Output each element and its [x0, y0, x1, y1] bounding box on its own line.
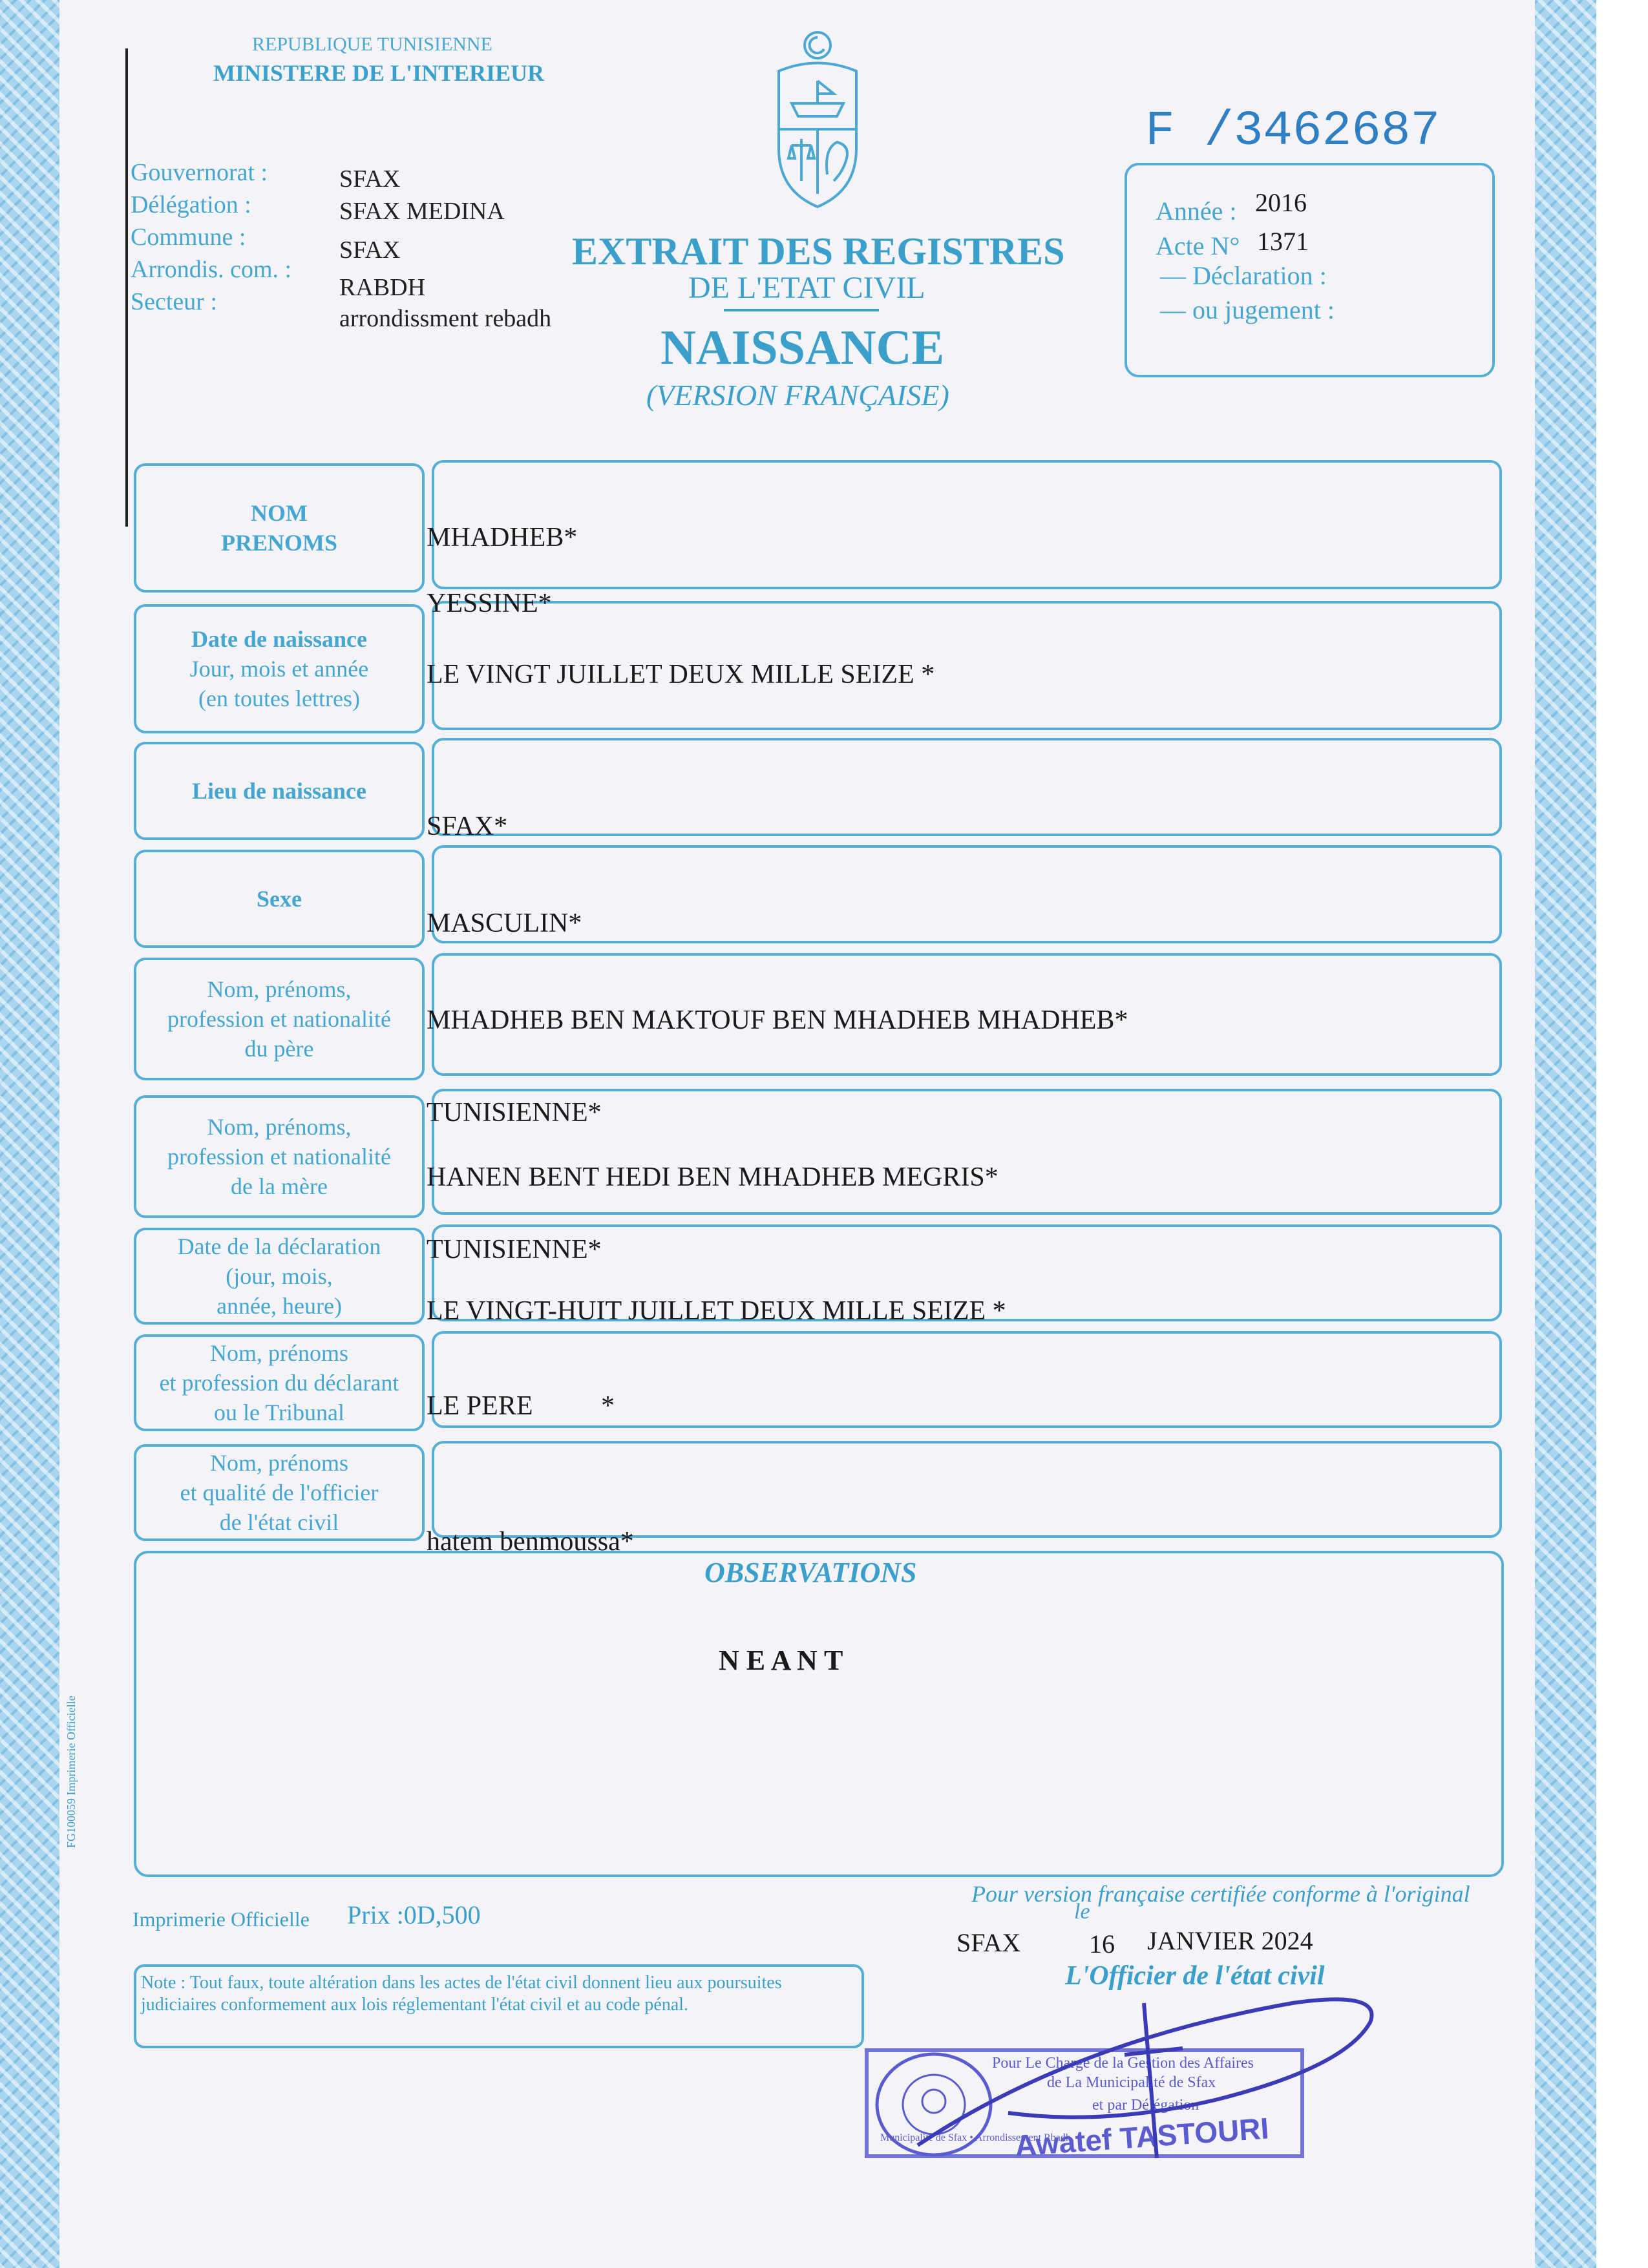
scan-margin [1596, 0, 1648, 2268]
title-line2: DE L'ETAT CIVIL [688, 271, 925, 305]
nom-prenoms-label-cell [134, 463, 425, 593]
commune-value: SFAX [339, 236, 401, 264]
declaration-label-1: Date de la déclaration [177, 1234, 381, 1259]
coat-of-arms-icon [753, 19, 882, 213]
pere-value: MHADHEB BEN MAKTOUF BEN MHADHEB MHADHEB* [427, 1005, 1128, 1035]
title-naissance: NAISSANCE [660, 320, 945, 375]
stamp-name: Awatef TASTOURI [1013, 2111, 1270, 2163]
nom-label: NOM [251, 500, 308, 526]
mere-value: HANEN BENT HEDI BEN MHADHEB MEGRIS* [427, 1162, 998, 1192]
pere-label-2: profession et nationalité [167, 1006, 391, 1032]
prix-text: Prix :0D,500 [347, 1900, 481, 1929]
delegation-label: Délégation : [131, 191, 251, 218]
secteur-label: Secteur : [131, 288, 218, 315]
mere-label-3: de la mère [231, 1173, 328, 1199]
acte-label: Acte N° [1156, 231, 1240, 260]
signature [879, 1964, 1396, 2171]
ministry-text: MINISTERE DE L'INTERIEUR [213, 60, 545, 86]
pere-label-3: du père [244, 1036, 314, 1062]
acte-value: 1371 [1257, 227, 1309, 256]
declarant-label-1: Nom, prénoms [210, 1340, 348, 1366]
decorative-border-right [1535, 0, 1596, 2268]
date-month-year: JANVIER 2024 [1147, 1926, 1313, 1955]
nom-prenoms-value-cell [432, 460, 1502, 589]
lieu-value: SFAX* [427, 812, 508, 841]
sexe-label-cell [134, 850, 425, 948]
date-naissance-label-1: Date de naissance [191, 626, 367, 652]
nom-value: MHADHEB* [427, 523, 578, 552]
officier-label-cell [134, 1444, 425, 1541]
date-naissance-value: LE VINGT JUILLET DEUX MILLE SEIZE * [427, 660, 935, 689]
officier-label-1: Nom, prénoms [210, 1450, 348, 1476]
lieu-label-cell [134, 742, 425, 840]
imprimerie-text: Imprimerie Officielle [132, 1907, 310, 1931]
declaration-type-label: — Déclaration : [1160, 261, 1327, 290]
declaration-label-3: année, heure) [217, 1293, 342, 1319]
decorative-border-left [0, 0, 59, 2268]
declarant-label-2: et profession du déclarant [159, 1370, 399, 1396]
sexe-value: MASCULIN* [427, 908, 582, 938]
certifie-text: Pour version française certifiée conforme à l'original [971, 1881, 1470, 1907]
side-print-code: FG100059 Imprimerie Officielle [65, 1696, 78, 1848]
prenoms-value: YESSINE* [427, 589, 552, 618]
arrondis-label: Arrondis. com. : [131, 256, 292, 283]
mere-label-cell [134, 1095, 425, 1218]
stamp-line1: Pour Le Chargé de la Gestion des Affaires [992, 2055, 1254, 2072]
note-text: Note : Tout faux, toute altération dans les actes de l'état civil donnent lieu aux poursuites judiciaires conformement aux lois réglementant l'état civil et au code pénal. [141, 1973, 782, 2015]
republic-text: REPUBLIQUE TUNISIENNE [252, 34, 492, 55]
serial-number: F /3462687 [1145, 103, 1441, 159]
stamp-line2: de La Municipalité de Sfax [1047, 2074, 1216, 2091]
pere-label-1: Nom, prénoms, [207, 976, 352, 1002]
lieu-value-cell [432, 738, 1502, 836]
delegation-value: SFAX MEDINA [339, 198, 505, 225]
observations-title: OBSERVATIONS [704, 1557, 917, 1588]
stamp-line3: et par Délégation [1092, 2097, 1199, 2114]
date-naissance-label-2: Jour, mois et année [189, 656, 369, 682]
arrondis-value: RABDH [339, 274, 426, 301]
date-day: 16 [1089, 1929, 1115, 1958]
prenoms-label: PRENOMS [221, 530, 337, 556]
pere-nationalite-value: TUNISIENNE* [427, 1098, 602, 1128]
sexe-value-cell [432, 845, 1502, 943]
officier-label-2: et qualité de l'officier [180, 1480, 379, 1506]
declarant-label-3: ou le Tribunal [213, 1400, 345, 1425]
secteur-value: arrondissment rebadh [339, 305, 552, 332]
pere-label-cell [134, 958, 425, 1080]
declarant-value: LE PERE [427, 1391, 533, 1421]
stamp-ring-text: Municipalité de Sfax • Arrondissement Rbadh [880, 2132, 1071, 2143]
mere-nationalite-value: TUNISIENNE* [427, 1235, 602, 1265]
observations-value: N E A N T [719, 1644, 843, 1676]
date-naissance-label-cell [134, 604, 425, 733]
mere-label-2: profession et nationalité [167, 1144, 391, 1170]
gouvernorat-label: Gouvernorat : [131, 159, 268, 186]
gouvernorat-value: SFAX [339, 165, 401, 193]
lieu-label: Lieu de naissance [191, 778, 367, 804]
declarant-value-cell [432, 1331, 1502, 1428]
date-naissance-label-3: (en toutes lettres) [198, 686, 360, 711]
observations-box [134, 1551, 1504, 1877]
declaration-label-2: (jour, mois, [226, 1263, 333, 1289]
declarant-star: * [601, 1391, 615, 1421]
declarant-label-cell [134, 1334, 425, 1431]
sexe-label: Sexe [257, 886, 302, 912]
title-line1: EXTRAIT DES REGISTRES [572, 230, 1065, 273]
officier-value-cell [432, 1441, 1502, 1538]
officier-value: hatem benmoussa* [427, 1527, 634, 1557]
jugement-type-label: — ou jugement : [1160, 295, 1335, 324]
officier-label-3: de l'état civil [219, 1509, 339, 1535]
annee-label: Année : [1156, 196, 1237, 226]
date-city: SFAX [956, 1928, 1021, 1957]
mere-label-1: Nom, prénoms, [207, 1114, 352, 1140]
header-rule [125, 48, 128, 527]
title-underline [724, 309, 879, 311]
declaration-label-cell [134, 1228, 425, 1325]
declaration-value: LE VINGT-HUIT JUILLET DEUX MILLE SEIZE * [427, 1296, 1006, 1326]
date-le: le [1074, 1900, 1090, 1924]
annee-value: 2016 [1255, 188, 1307, 217]
title-version: (VERSION FRANÇAISE) [646, 379, 949, 412]
officier-title: L'Officier de l'état civil [1065, 1961, 1325, 1991]
commune-label: Commune : [131, 224, 246, 251]
